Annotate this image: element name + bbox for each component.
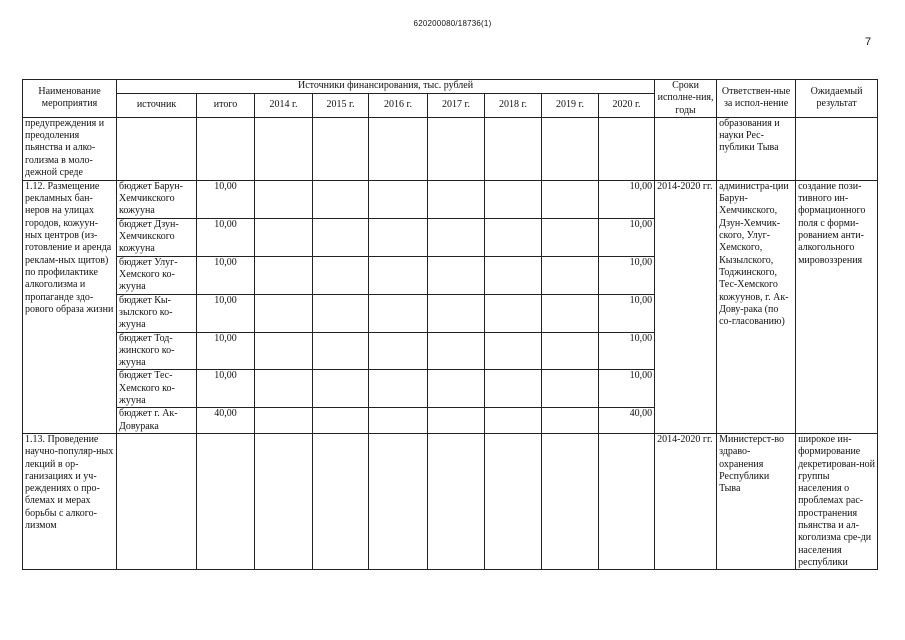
table-row: [23, 180, 878, 218]
header-result: Ожидаемый результат: [796, 80, 878, 118]
header-2016: 2016 г.: [369, 93, 428, 117]
total-cell: 10,00: [197, 218, 255, 256]
y2020-cell: 10,00: [599, 256, 655, 294]
header-2015: 2015 г.: [313, 93, 369, 117]
total-cell: 10,00: [197, 294, 255, 332]
total-cell: 10,00: [197, 180, 255, 218]
source-cell: бюджет Тес-Хемского ко-жууна: [117, 370, 197, 408]
document-code: 620200080/18736(1): [413, 19, 492, 28]
source-cell: бюджет Тод-жинского ко-жууна: [117, 332, 197, 370]
item-1-13-responsible: Министерст-во здраво-охранения Республики Тыва: [717, 433, 796, 569]
y2020-cell: 10,00: [599, 218, 655, 256]
total-cell: 40,00: [197, 408, 255, 434]
item-1-12-result: создание пози-тивного ин-формационного поля с форми-рованием анти-алкогольного мировоззрения: [796, 180, 878, 433]
y2020-cell: 40,00: [599, 408, 655, 434]
header-2018: 2018 г.: [485, 93, 542, 117]
page-number: 7: [865, 36, 872, 48]
header-2019: 2019 г.: [542, 93, 599, 117]
continuation-name: предупреждения и преодоления пьянства и алко-голизма в моло-дежной среде: [23, 117, 117, 180]
total-cell: 10,00: [197, 332, 255, 370]
header-2020: 2020 г.: [599, 93, 655, 117]
table-row: [23, 117, 878, 180]
header-2014: 2014 г.: [255, 93, 313, 117]
header-source: источник: [117, 93, 197, 117]
continuation-responsible: образования и науки Рес-публики Тыва: [717, 117, 796, 180]
header-row-1: [23, 80, 878, 94]
source-cell: бюджет Улуг-Хемского ко-жууна: [117, 256, 197, 294]
y2020-cell: 10,00: [599, 294, 655, 332]
item-1-13-deadline: 2014-2020 гг.: [655, 433, 717, 569]
table-row: [23, 433, 878, 569]
item-1-12-responsible: администра-ции Барун-Хемчикского, Дзун-Хемчик-ского, Улуг-Хемского, Кызылского, Тоджинского, Тес-Хемского кожуунов, г. Ак-Дову-рака (по со-гласованию): [717, 180, 796, 433]
item-1-13-result: широкое ин-формирование декретирован-ной группы населения о проблемах рас-пространения пьянства и ал-коголизма сре-ди населения республики: [796, 433, 878, 569]
header-responsible: Ответствен-ные за испол-нение: [717, 80, 796, 118]
header-2017: 2017 г.: [428, 93, 485, 117]
source-cell: бюджет Барун-Хемчикского кожууна: [117, 180, 197, 218]
source-cell: бюджет Дзун-Хемчикского кожууна: [117, 218, 197, 256]
header-funding: Источники финансирования, тыс. рублей: [117, 80, 655, 94]
header-name: Наименование мероприятия: [23, 80, 117, 118]
item-1-13-name: 1.13. Проведение научно-популяр-ных лекций в ор-ганизациях и уч-реждениях о про-блемах и мерах борьбы с алкого-лизмом: [23, 433, 117, 569]
item-1-12-name: 1.12. Размещение рекламных бан-неров на улицах городов, кожуун-ных центров (из-готовление и аренда реклам-ных щитов) по профилактике алкоголизма и пропаганде здо-рового образа жизни: [23, 180, 117, 433]
source-cell: бюджет Кы-зылского ко-жууна: [117, 294, 197, 332]
header-total: итого: [197, 93, 255, 117]
header-deadline: Сроки исполне-ния, годы: [655, 80, 717, 118]
item-1-12-deadline: 2014-2020 гг.: [655, 180, 717, 433]
total-cell: 10,00: [197, 256, 255, 294]
y2020-cell: 10,00: [599, 180, 655, 218]
source-cell: бюджет г. Ак-Довурака: [117, 408, 197, 434]
total-cell: 10,00: [197, 370, 255, 408]
measures-table: [22, 79, 878, 570]
y2020-cell: 10,00: [599, 332, 655, 370]
y2020-cell: 10,00: [599, 370, 655, 408]
